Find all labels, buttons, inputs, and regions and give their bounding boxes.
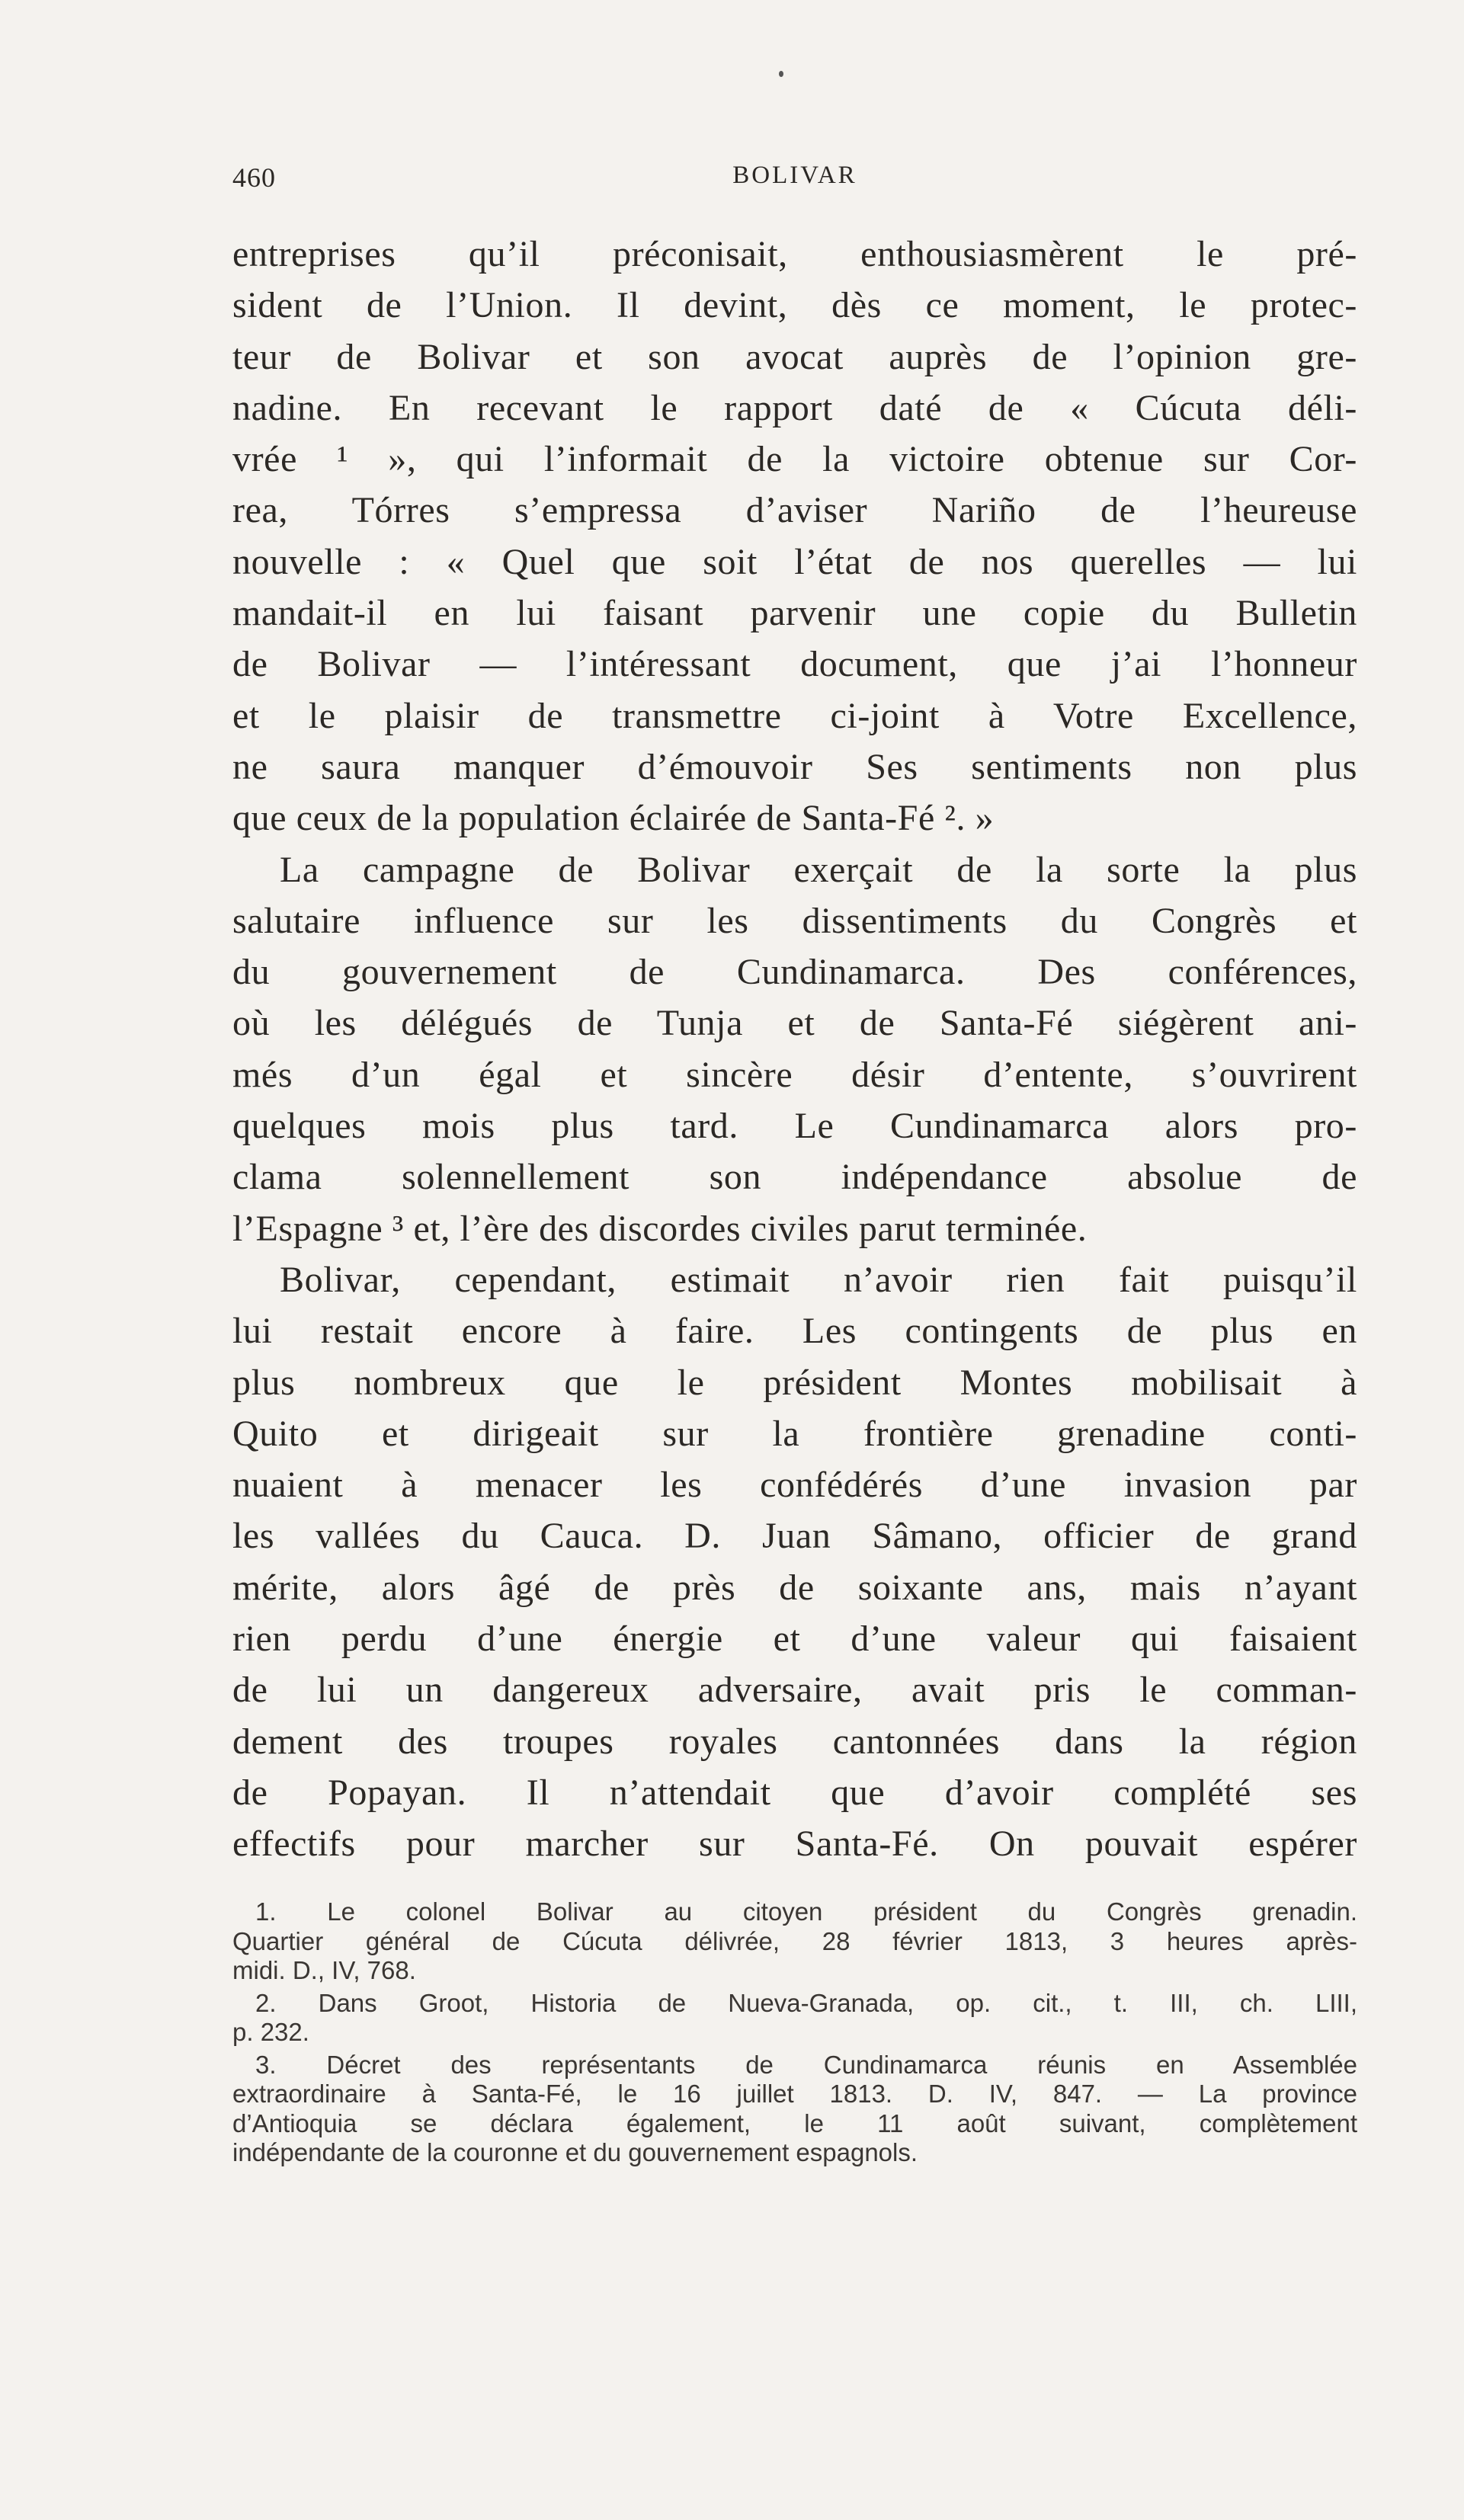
text-line: lui restait encore à faire. Les contingents de plus en bbox=[232, 1311, 1357, 1352]
text-line: de Bolivar — l’intéressant document, que j’ai l’honneur bbox=[232, 644, 1357, 685]
footnote-line: d’Antioquia se déclara également, le 11 août suivant, complètement bbox=[232, 2109, 1357, 2137]
footnote-line: Quartier général de Cúcuta délivrée, 28 février 1813, 3 heures après- bbox=[232, 1926, 1357, 1955]
text-line: que ceux de la population éclairée de Santa-Fé ². » bbox=[232, 798, 995, 839]
text-line: salutaire influence sur les dissentiments du Congrès et bbox=[232, 900, 1357, 941]
text-line: ne saura manquer d’émouvoir Ses sentiments non plus bbox=[232, 746, 1357, 787]
text-line: les vallées du Cauca. D. Juan Sâmano, officier de grand bbox=[232, 1516, 1357, 1557]
ink-speck bbox=[779, 71, 783, 77]
text-line: mandait-il en lui faisant parvenir une copie du Bulletin bbox=[232, 593, 1357, 634]
text-line: rea, Tórres s’empressa d’aviser Nariño de l’heureuse bbox=[232, 490, 1357, 531]
footnote-line: 3. Décret des représentants de Cundinamarca réunis en Assemblée bbox=[255, 2050, 1357, 2079]
text-line: nadine. En recevant le rapport daté de « Cúcuta déli- bbox=[232, 387, 1357, 428]
text-line: sident de l’Union. Il devint, dès ce moment, le protec- bbox=[232, 285, 1357, 326]
text-line: plus nombreux que le président Montes mobilisait à bbox=[232, 1362, 1357, 1403]
text-line: de lui un dangereux adversaire, avait pris le comman- bbox=[232, 1670, 1357, 1711]
text-line: quelques mois plus tard. Le Cundinamarca alors pro- bbox=[232, 1106, 1357, 1147]
text-line: rien perdu d’une énergie et d’une valeur qui faisaient bbox=[232, 1619, 1357, 1660]
text-line: teur de Bolivar et son avocat auprès de l’opinion gre- bbox=[232, 336, 1357, 377]
footnote-line: p. 232. bbox=[232, 2018, 309, 2046]
text-line: mérite, alors âgé de près de soixante ans, mais n’ayant bbox=[232, 1567, 1357, 1608]
footnote-line: indépendante de la couronne et du gouvernement espagnols. bbox=[232, 2138, 918, 2166]
running-head: BOLIVAR bbox=[732, 162, 857, 189]
text-line: més d’un égal et sincère désir d’entente, s’ouvrirent bbox=[232, 1054, 1357, 1095]
footnote-line: 2. Dans Groot, Historia de Nueva-Granada, op. cit., t. III, ch. LIII, bbox=[255, 1988, 1357, 2017]
page-header bbox=[232, 162, 1357, 200]
text-line: La campagne de Bolivar exerçait de la sorte la plus bbox=[280, 849, 1357, 890]
text-line: et le plaisir de transmettre ci-joint à Votre Excellence, bbox=[232, 695, 1357, 736]
text-line: nouvelle : « Quel que soit l’état de nos querelles — lui bbox=[232, 541, 1357, 582]
footnotes bbox=[232, 1897, 1357, 2168]
text-line: Quito et dirigeait sur la frontière grenadine conti- bbox=[232, 1413, 1357, 1454]
text-line: l’Espagne ³ et, l’ère des discordes civiles parut terminée. bbox=[232, 1208, 1088, 1249]
page-number: 460 bbox=[232, 162, 276, 193]
footnote-line: midi. D., IV, 768. bbox=[232, 1956, 416, 1984]
text-line: Bolivar, cependant, estimait n’avoir rien fait puisqu’il bbox=[280, 1259, 1357, 1300]
footnote-line: 1. Le colonel Bolivar au citoyen président du Congrès grenadin. bbox=[255, 1897, 1357, 1926]
text-line: du gouvernement de Cundinamarca. Des conférences, bbox=[232, 952, 1357, 993]
text-line: nuaient à menacer les confédérés d’une invasion par bbox=[232, 1465, 1357, 1506]
text-line: entreprises qu’il préconisait, enthousiasmèrent le pré- bbox=[232, 234, 1357, 274]
text-line: clama solennellement son indépendance absolue de bbox=[232, 1157, 1357, 1198]
text-line: vrée ¹ », qui l’informait de la victoire obtenue sur Cor- bbox=[232, 439, 1357, 480]
text-line: où les délégués de Tunja et de Santa-Fé siégèrent ani- bbox=[232, 1003, 1357, 1044]
footnote-line: extraordinaire à Santa-Fé, le 16 juillet 1813. D. IV, 847. — La province bbox=[232, 2080, 1357, 2108]
text-line: dement des troupes royales cantonnées dans la région bbox=[232, 1721, 1357, 1762]
text-line: effectifs pour marcher sur Santa-Fé. On pouvait espérer bbox=[232, 1824, 1357, 1865]
text-line: de Popayan. Il n’attendait que d’avoir complété ses bbox=[232, 1772, 1357, 1813]
body-text bbox=[232, 229, 1357, 1870]
